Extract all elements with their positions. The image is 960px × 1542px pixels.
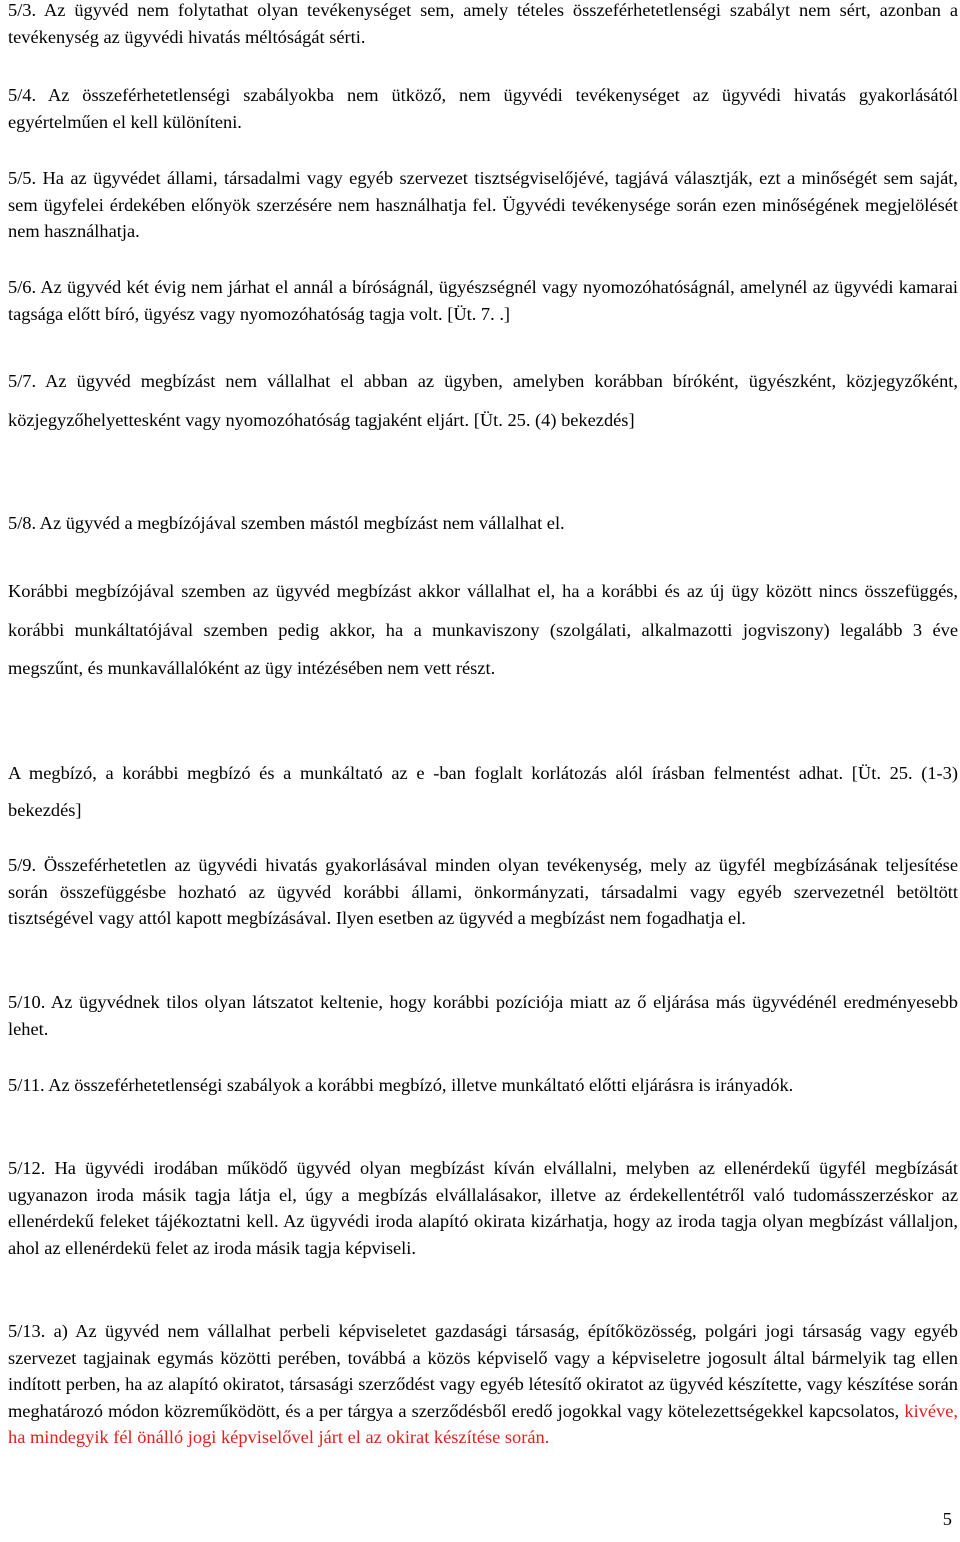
paragraph-5-13 [8, 1318, 958, 1451]
paragraph-5-9: 5/9. Összeférhetetlen az ügyvédi hivatás gyakorlásával minden olyan tevékenység, mely az ügyfél megbízásának teljesítése során összefüggésbe hozható az ügyvéd korábbi állami, önkormányzati, társadalmi vagy egyéb szervezetnél betöltött tisztségével vagy attól kapott megbízásával. Ilyen esetben az ügyvéd a megbízást nem fogadhatja el. [8, 855, 958, 928]
paragraph-5-8-exemption: A megbízó, a korábbi megbízó és a munkáltató az e -ban foglalt korlátozás alól írásban felmentést adhat. [Üt. 25. (1-3) bekezdés] [8, 763, 958, 820]
paragraph-5-6: 5/6. Az ügyvéd két évig nem járhat el annál a bíróságnál, ügyészségnél vagy nyomozóhatóságnál, amelynél az ügyvédi kamarai tagsága előtt bíró, ügyész vagy nyomozóhatóság tagja volt. [Üt. 7. .] [8, 277, 958, 324]
page-number: 5 [942, 1509, 952, 1529]
paragraph-5-11: 5/11. Az összeférhetetlenségi szabályok a korábbi megbízó, illetve munkáltató előtti eljárásra is irányadók. [8, 1075, 794, 1095]
paragraph-5-8-continued: Korábbi megbízójával szemben az ügyvéd megbízást akkor vállalhat el, ha a korábbi és az új ügy között nincs összefüggés, korábbi munkáltatójával szemben pedig akkor, ha a munkaviszony (szolgálati, alkalmazotti jogviszony) legalább 3 éve megszűnt, és munkavállalóként az ügy intézésében nem vett részt. [8, 581, 958, 678]
paragraph-5-8: 5/8. Az ügyvéd a megbízójával szemben mástól megbízást nem vállalhat el. [8, 513, 565, 533]
paragraph-5-4: 5/4. Az összeférhetetlenségi szabályokba nem ütköző, nem ügyvédi tevékenységet az ügyvédi hivatás gyakorlásától egyértelműen el kell különíteni. [8, 85, 958, 132]
paragraph-5-10: 5/10. Az ügyvédnek tilos olyan látszatot keltenie, hogy korábbi pozíciója miatt az ő eljárása más ügyvédénél eredményesebb lehet. [8, 992, 958, 1039]
paragraph-5-13-highlight: kivéve, ha mindegyik fél önálló jogi képviselővel járt el az okirat készítése során. [8, 1400, 958, 1447]
paragraph-5-7: 5/7. Az ügyvéd megbízást nem vállalhat el abban az ügyben, amelyben korábban bíróként, ügyészként, közjegyzőként, közjegyzőhelyettesként vagy nyomozóhatóság tagjaként eljárt. [Üt. 25. (4) bekezdés] [8, 371, 958, 430]
paragraph-5-12: 5/12. Ha ügyvédi irodában működő ügyvéd olyan megbízást kíván elvállalni, melyben az ellenérdekű ügyfél megbízását ugyanazon iroda másik tagja látja el, úgy a megbízás elvállalásakor, illetve az érdekellentétről való tudomásszerzéskor az ellenérdekű feleket tájékoztatni kell. Az ügyvédi iroda alapító okirata kizárhatja, hogy az iroda tagja olyan megbízást vállaljon, ahol az ellenérdekü felet az iroda másik tagja képviseli. [8, 1158, 958, 1258]
paragraph-5-13-text: 5/13. a) Az ügyvéd nem vállalhat perbeli képviseletet gazdasági társaság, építőközösség, polgári jogi társaság vagy egyéb szervezet tagjainak egymás közötti perében, továbbá a közös képviselő vagy a képviseletre jogosult által bármelyik tag ellen indított perben, ha az alapító okiratot, társasági szerződést vagy egyéb létesítő okiratot az ügyvéd készítette, vagy készítése során meghatározó módon közreműködött, és a per tárgya a szerződésből eredő jogokkal vagy kötelezettségekkel kapcsolatos, [8, 1321, 958, 1421]
paragraph-5-5: 5/5. Ha az ügyvédet állami, társadalmi vagy egyéb szervezet tisztségviselőjévé, tagjává választják, ezt a minőségét sem saját, sem ügyfelei érdekében előnyök szerzésére nem használhatja fel. Ügyvédi tevékenysége során ezen minőségének megjelölését nem használhatja. [8, 168, 958, 241]
paragraph-5-3: 5/3. Az ügyvéd nem folytathat olyan tevékenységet sem, amely tételes összeférhetetlenségi szabályt nem sért, azonban a tevékenység az ügyvédi hivatás méltóságát sérti. [8, 0, 958, 47]
